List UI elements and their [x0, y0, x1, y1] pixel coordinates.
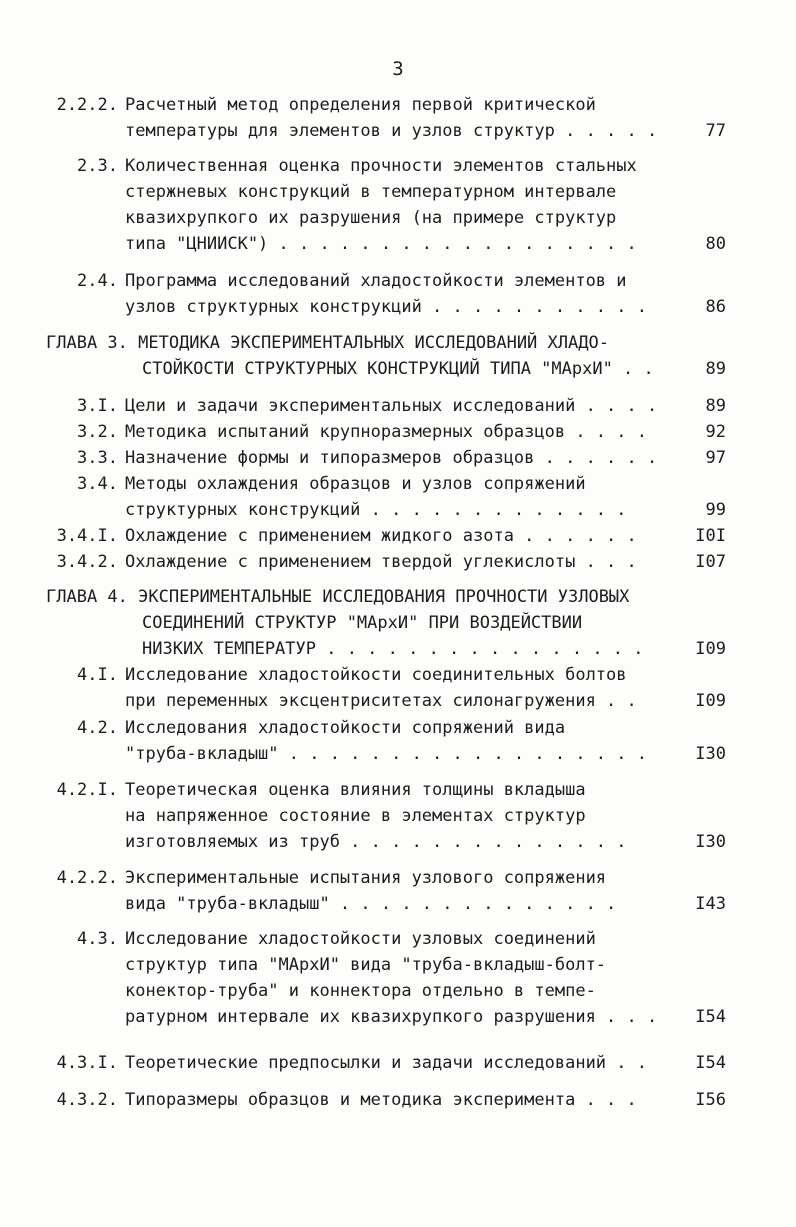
toc-entry [46, 445, 736, 471]
section-title [125, 1087, 680, 1113]
page-number: 3 [392, 58, 404, 80]
section-title-line: Экспериментальные испытания узлового сопряжения [125, 868, 607, 888]
chapter-number: ГЛАВА 3. [46, 333, 128, 353]
section-title-line: Теоретическая оценка влияния толщины вкладыша [125, 780, 586, 800]
section-title-line: структурных конструкций . . . . . . . . . . . . . [125, 500, 627, 520]
section-title-line: Количественная оценка прочности элементов стальных [125, 156, 637, 176]
section-title [125, 268, 680, 320]
section-title-line: Типоразмеры образцов и методика эксперимента . . . [125, 1090, 637, 1110]
section-title [125, 92, 680, 144]
section-title [125, 926, 680, 1030]
toc-entry [46, 1050, 736, 1076]
page-reference: 97 [705, 448, 726, 468]
toc-entry [46, 1087, 736, 1113]
section-title [125, 662, 680, 714]
chapter-number: ГЛАВА 4. [46, 587, 128, 607]
toc-entry [46, 92, 736, 144]
section-number: 4.3.I. [56, 1053, 118, 1073]
section-title-line: Назначение формы и типоразмеров образцов . . . . . . [125, 448, 658, 468]
toc-entry [46, 153, 736, 257]
section-title-line: ратурном интервале их квазихрупкого разрушения . . . [125, 1007, 658, 1027]
page-reference: I09 [695, 691, 726, 711]
page-reference: 92 [705, 422, 726, 442]
chapter-entry [46, 330, 736, 382]
chapter-title-line [46, 584, 736, 610]
page-reference: I09 [695, 639, 726, 659]
page-reference: 89 [705, 359, 726, 379]
page-reference: I54 [695, 1053, 726, 1073]
page-reference: I54 [695, 1007, 726, 1027]
section-title [125, 445, 680, 471]
section-number: 4.2.I. [56, 780, 118, 800]
section-title [125, 1050, 680, 1076]
section-title-line: Методы охлаждения образцов и узлов сопряжений [125, 474, 586, 494]
chapter-title-text: МЕТОДИКА ЭКСПЕРИМЕНТАЛЬНЫХ ИССЛЕДОВАНИЙ ХЛАДО- [127, 333, 609, 353]
section-title [125, 865, 680, 917]
section-title [125, 777, 680, 855]
toc-entry [46, 662, 736, 714]
section-number: 2.2.2. [56, 95, 118, 115]
page-reference: 89 [705, 396, 726, 416]
section-title-line: структур типа "МАрхИ" вида "труба-вкладыш-болт- [125, 955, 607, 975]
section-number: 4.I. [77, 665, 118, 685]
toc-entry [46, 393, 736, 419]
section-title-line: Программа исследований хладостойкости элементов и [125, 271, 627, 291]
section-number: 2.3. [77, 156, 118, 176]
section-title [125, 419, 680, 445]
page-reference: I43 [695, 894, 726, 914]
page-reference: I0I [695, 526, 726, 546]
section-title [125, 549, 680, 575]
section-title-line: узлов структурных конструкций . . . . . . . . . . . [125, 297, 647, 317]
section-title-line: Цели и задачи экспериментальных исследований . . . . [125, 396, 658, 416]
section-title-line: Исследование хладостойкости узловых соединений [125, 929, 596, 949]
section-number: 3.2. [77, 422, 118, 442]
page-reference: I56 [695, 1090, 726, 1110]
section-title-line: стержневых конструкций в температурном интервале [125, 182, 617, 202]
page-reference: I30 [695, 744, 726, 764]
page-reference: 80 [705, 234, 726, 254]
section-number: 3.4.2. [56, 552, 118, 572]
page-reference: 77 [705, 121, 726, 141]
section-title [125, 393, 680, 419]
section-title [125, 715, 680, 767]
section-number: 3.I. [77, 396, 118, 416]
section-title-line: изготовляемых из труб . . . . . . . . . . . . . . [125, 832, 627, 852]
section-title-line: при переменных эксцентриситетах силонагружения . . [125, 691, 637, 711]
section-number: 3.4. [77, 474, 118, 494]
section-number: 2.4. [77, 271, 118, 291]
section-number: 3.3. [77, 448, 118, 468]
section-title-line: температуры для элементов и узлов структур . . . . . [125, 121, 658, 141]
section-title-line: Расчетный метод определения первой критической [125, 95, 596, 115]
chapter-title-line [46, 330, 736, 356]
toc-entry [46, 777, 736, 855]
chapter-title-line: НИЗКИХ ТЕМПЕРАТУР . . . . . . . . . . . . . . . . [142, 639, 644, 659]
toc-entry [46, 926, 736, 1030]
page-reference: 86 [705, 297, 726, 317]
section-title [125, 153, 680, 257]
toc-entry [46, 549, 736, 575]
chapter-title-text: ЭКСПЕРИМЕНТАЛЬНЫЕ ИССЛЕДОВАНИЯ ПРОЧНОСТИ УЗЛОВЫХ [127, 587, 630, 607]
section-title-line: Методика испытаний крупноразмерных образцов . . . . [125, 422, 647, 442]
section-title-line: Исследование хладостойкости соединительных болтов [125, 665, 627, 685]
section-title-line: на напряженное состояние в элементах структур [125, 806, 586, 826]
section-title-line: "труба-вкладыш" . . . . . . . . . . . . . . . . . . [125, 744, 647, 764]
section-title-line: вида "труба-вкладыш" . . . . . . . . . . . . . . [125, 894, 617, 914]
section-number: 4.3. [77, 929, 118, 949]
section-title-line: Охлаждение с применением жидкого азота . . . . . . [125, 526, 637, 546]
section-title-line: квазихрупкого их разрушения (на примере структур [125, 208, 617, 228]
page-reference: I30 [695, 832, 726, 852]
toc-entry [46, 865, 736, 917]
toc-entry [46, 715, 736, 767]
toc-entry [46, 471, 736, 523]
section-title-line: Охлаждение с применением твердой углекислоты . . . [125, 552, 637, 572]
chapter-title-line: СОЕДИНЕНИЙ СТРУКТУР "МАрхИ" ПРИ ВОЗДЕЙСТВИИ [142, 613, 583, 633]
section-number: 4.2.2. [56, 868, 118, 888]
section-title-line: типа "ЦНИИСК") . . . . . . . . . . . . . . . . . . [125, 234, 637, 254]
toc-entry [46, 419, 736, 445]
section-title-line: конектор-труба" и коннектора отдельно в темпе- [125, 981, 596, 1001]
chapter-entry [46, 584, 736, 662]
section-title [125, 523, 680, 549]
section-number: 4.2. [77, 718, 118, 738]
toc-entry [46, 523, 736, 549]
toc-entry [46, 268, 736, 320]
section-title-line: Теоретические предпосылки и задачи исследований . . [125, 1053, 647, 1073]
section-title [125, 471, 680, 523]
section-number: 3.4.I. [56, 526, 118, 546]
page-reference: I07 [695, 552, 726, 572]
chapter-title-line: СТОЙКОСТИ СТРУКТУРНЫХ КОНСТРУКЦИЙ ТИПА "МАрхИ" . . [142, 359, 654, 379]
section-number: 4.3.2. [56, 1090, 118, 1110]
section-title-line: Исследования хладостойкости сопряжений вида [125, 718, 566, 738]
page-reference: 99 [705, 500, 726, 520]
